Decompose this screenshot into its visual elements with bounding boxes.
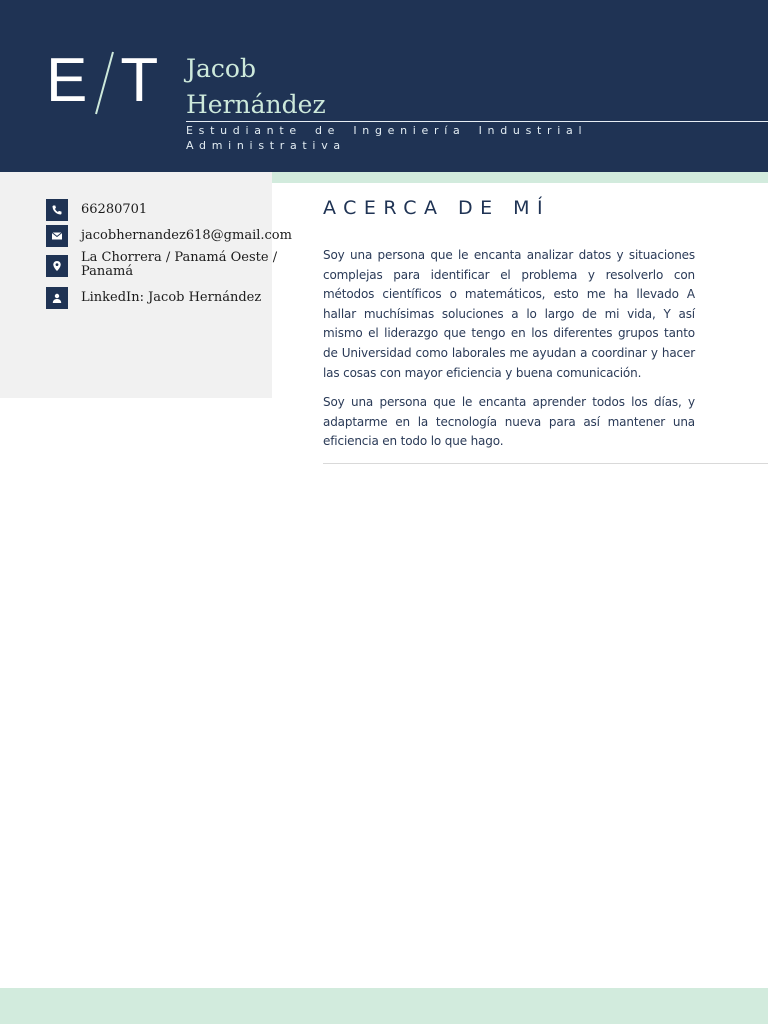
header-banner xyxy=(0,0,768,172)
last-name: Hernández xyxy=(186,90,326,119)
contact-email-text[interactable]: jacobhernandez618@gmail.com xyxy=(81,228,292,243)
contact-linkedin xyxy=(46,287,306,309)
contact-phone xyxy=(46,199,306,221)
about-heading: ACERCA DE MÍ xyxy=(323,197,551,219)
email-icon xyxy=(46,225,68,247)
about-paragraph: Soy una persona que le encanta aprender todos los días, y adaptarme en la tecnología nueva para así mantener una eficiencia en todo lo que hago. xyxy=(323,395,695,449)
accent-strip xyxy=(272,172,768,183)
footer-band xyxy=(0,988,768,1024)
location-icon xyxy=(46,255,68,277)
user-icon xyxy=(46,287,68,309)
about-body xyxy=(323,246,695,462)
contact-email xyxy=(46,225,306,247)
job-title: Estudiante de Ingeniería Industrial Administrativa xyxy=(186,124,588,152)
monogram-left-initial: E xyxy=(46,46,89,115)
first-name: Jacob xyxy=(186,54,256,83)
monogram xyxy=(46,44,159,124)
monogram-right-initial: T xyxy=(120,46,160,115)
contact-linkedin-text[interactable]: LinkedIn: Jacob Hernández xyxy=(81,290,262,305)
contact-address xyxy=(46,250,306,279)
contact-phone-text[interactable]: 66280701 xyxy=(81,202,148,217)
phone-icon xyxy=(46,199,68,221)
contact-address-text: La Chorrera / Panamá Oeste / Panamá xyxy=(81,250,278,279)
about-paragraph: Soy una persona que le encanta analizar datos y situaciones complejas para identificar el problema y resolverlo con métodos científicos o matemáticos, esto me ha llevado A hallar muchísimas soluciones a lo largo de mi vida, Y así mismo el liderazgo que tengo en los diferentes grupos tanto de Universidad como laborales me ayudan a coordinar y hacer las cosas con mayor eficiencia y buena comunicación. xyxy=(323,248,695,380)
section-divider xyxy=(323,463,768,464)
monogram-slash xyxy=(90,44,118,118)
header-divider xyxy=(186,121,768,122)
